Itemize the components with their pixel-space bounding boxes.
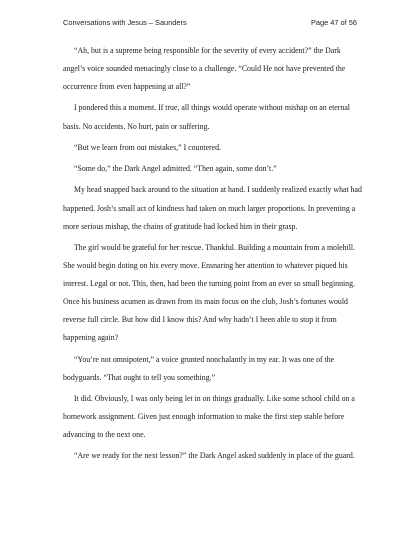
paragraph: I pondered this a moment. If true, all things would operate without mishap on an eternal basis. No accidents. No hurt, pain or suffering. [63, 103, 350, 131]
paragraph: “Are we ready for the next lesson?” the Dark Angel asked suddenly in place of the guard. [74, 451, 355, 461]
paragraph: The girl would be grateful for her rescue. Thankful. Building a mountain from a molehill. She would begin doting on his every move. Ensnaring her attention to whatever piqued his interest. Legal or not. This, then, had been the turning point from an ever so small beginning. Once his business acumen as drawn from its main focus on the club, Josh’s fortunes would reverse full circle. But how did I know this? And why hadn’t I been able to stop it from happening again? [63, 242, 356, 343]
paragraph: “You’re not omnipotent,” a voice grunted nonchalantly in my ear. It was one of the bodyguards. “That ought to tell you something.” [63, 354, 335, 382]
page-header [63, 18, 357, 30]
paragraph: “Some do,” the Dark Angel admitted. “Then again, some don’t.” [74, 164, 277, 174]
paragraph: “But we learn from out mistakes,” I countered. [74, 142, 222, 152]
document-title: Conversations with Jesus – Saunders [63, 18, 187, 27]
paragraph: My head snapped back around to the situation at hand. I suddenly realized exactly what had happened. Josh’s small act of kindness had taken on much larger proportions. In preventing a more serious mishap, the chains of gratitude had locked him in their grasp. [63, 185, 362, 231]
paragraph: “Ah, but is a supreme being responsible for the severity of every accident?” the Dark angel’s voice sounded menacingly close to a challenge. “Could He not have prevented the occurrence from even happening at all?” [63, 46, 346, 92]
body-text [63, 42, 363, 469]
paragraph: It did. Obviously, I was only being let in on things gradually. Like some school child on a homework assignment. Given just enough information to make the first step stable before advancing to the next one. [63, 394, 355, 440]
page-number: Page 47 of 56 [310, 18, 357, 27]
